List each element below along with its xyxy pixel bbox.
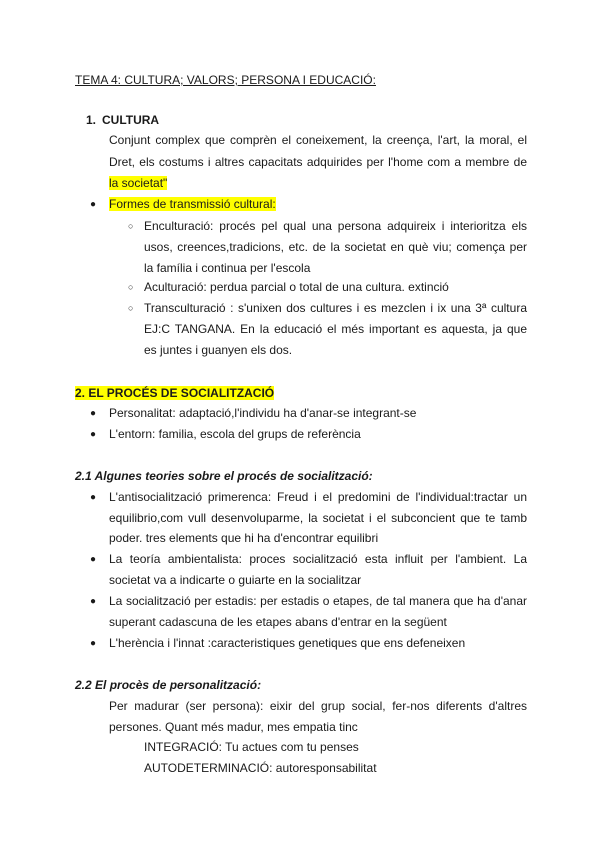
theory-4-line-1: L'herència i l'innat :caracteristiques genetiques que ens defeneixen	[109, 636, 466, 650]
theory-3-line-1: La socialització per estadis: per estadis o etapes, de tal manera que ha d'anar	[109, 594, 527, 608]
forms-label: Formes de transmissió cultural:	[109, 197, 276, 211]
acculturation-line-1: Aculturació: perdua parcial o total de una cultura. extinció	[144, 280, 449, 294]
section-2-2-heading: 2.2 El procès de personalització:	[75, 678, 262, 692]
circle-bullet-icon: ○	[128, 282, 134, 292]
culture-definition-line-1: Conjunt complex que comprèn el coneixement, la creença, l'art, la moral, el	[109, 133, 527, 147]
theory-1-line-3: poder. tres elements que hi ha d'encontrar equilibri	[109, 531, 379, 545]
transculturation-line-3: es juntes i guanyen els dos.	[144, 343, 293, 357]
bullet-dot-icon: ●	[90, 199, 97, 210]
circle-bullet-icon: ○	[128, 221, 134, 231]
enculturation-line-1: Enculturació: procés pel qual una persona adquireix i interioritza els	[144, 219, 527, 233]
socialization-bullet-2: L'entorn: familia, escola del grups de referència	[109, 427, 361, 441]
section-2-heading: 2. EL PROCÉS DE SOCIALITZACIÓ	[75, 386, 275, 400]
bullet-dot-icon: ●	[90, 596, 97, 607]
bullet-dot-icon: ●	[90, 554, 97, 565]
term-self-determination: AUTODETERMINACIÓ: autoresponsabilitat	[144, 761, 377, 775]
page-title: TEMA 4: CULTURA; VALORS; PERSONA I EDUCACIÓ:	[75, 73, 376, 87]
theory-2-line-2: societat va a indicarte o guiarte en la socialitzar	[109, 573, 362, 587]
bullet-dot-icon: ●	[90, 408, 97, 419]
circle-bullet-icon: ○	[128, 303, 134, 313]
bullet-dot-icon: ●	[90, 429, 97, 440]
theory-3-line-2: superant cadascuna de les etapes abans d'entrar en la següent	[109, 615, 447, 629]
term-integration: INTEGRACIÓ: Tu actues com tu penses	[144, 740, 359, 754]
culture-definition-line-3: la societat"	[109, 176, 168, 190]
enculturation-line-3: la família i continua per l'escola	[144, 261, 311, 275]
socialization-bullet-1: Personalitat: adaptació,l'individu ha d'anar-se integrant-se	[109, 406, 417, 420]
transculturation-line-2: EJ:C TANGANA. En la educació el més important es aquesta, ja que	[144, 322, 527, 336]
enculturation-line-2: usos, creences,tradicions, etc. de la societat en què viu; comença per	[144, 240, 527, 254]
theory-2-line-1: La teoría ambientalista: proces socialització esta influit per l'ambient. La	[109, 552, 527, 566]
personalization-line-2: persones. Quant més madur, mes empatia tinc	[109, 720, 358, 734]
bullet-dot-icon: ●	[90, 638, 97, 649]
personalization-line-1: Per madurar (ser persona): eixir del grup social, fer-nos diferents d'altres	[109, 699, 527, 713]
theory-1-line-2: equilibrio,com vull desenvoluparme, la societat i el subconcient que te tamb	[109, 511, 527, 525]
section-2-1-heading: 2.1 Algunes teories sobre el procés de socialització:	[75, 469, 373, 483]
theory-1-line-1: L'antisocialització primerenca: Freud i el predomini de l'individual:tractar un	[109, 490, 527, 504]
section-1-number: 1.	[86, 113, 97, 127]
section-1-heading: CULTURA	[102, 113, 160, 127]
culture-definition-line-2: Dret, els costums i altres capacitats adquirides per l'home com a membre de	[109, 155, 527, 169]
transculturation-line-1: Transculturació : s'unixen dos cultures i es mezclen i ix una 3ª cultura	[144, 301, 527, 315]
bullet-dot-icon: ●	[90, 492, 97, 503]
